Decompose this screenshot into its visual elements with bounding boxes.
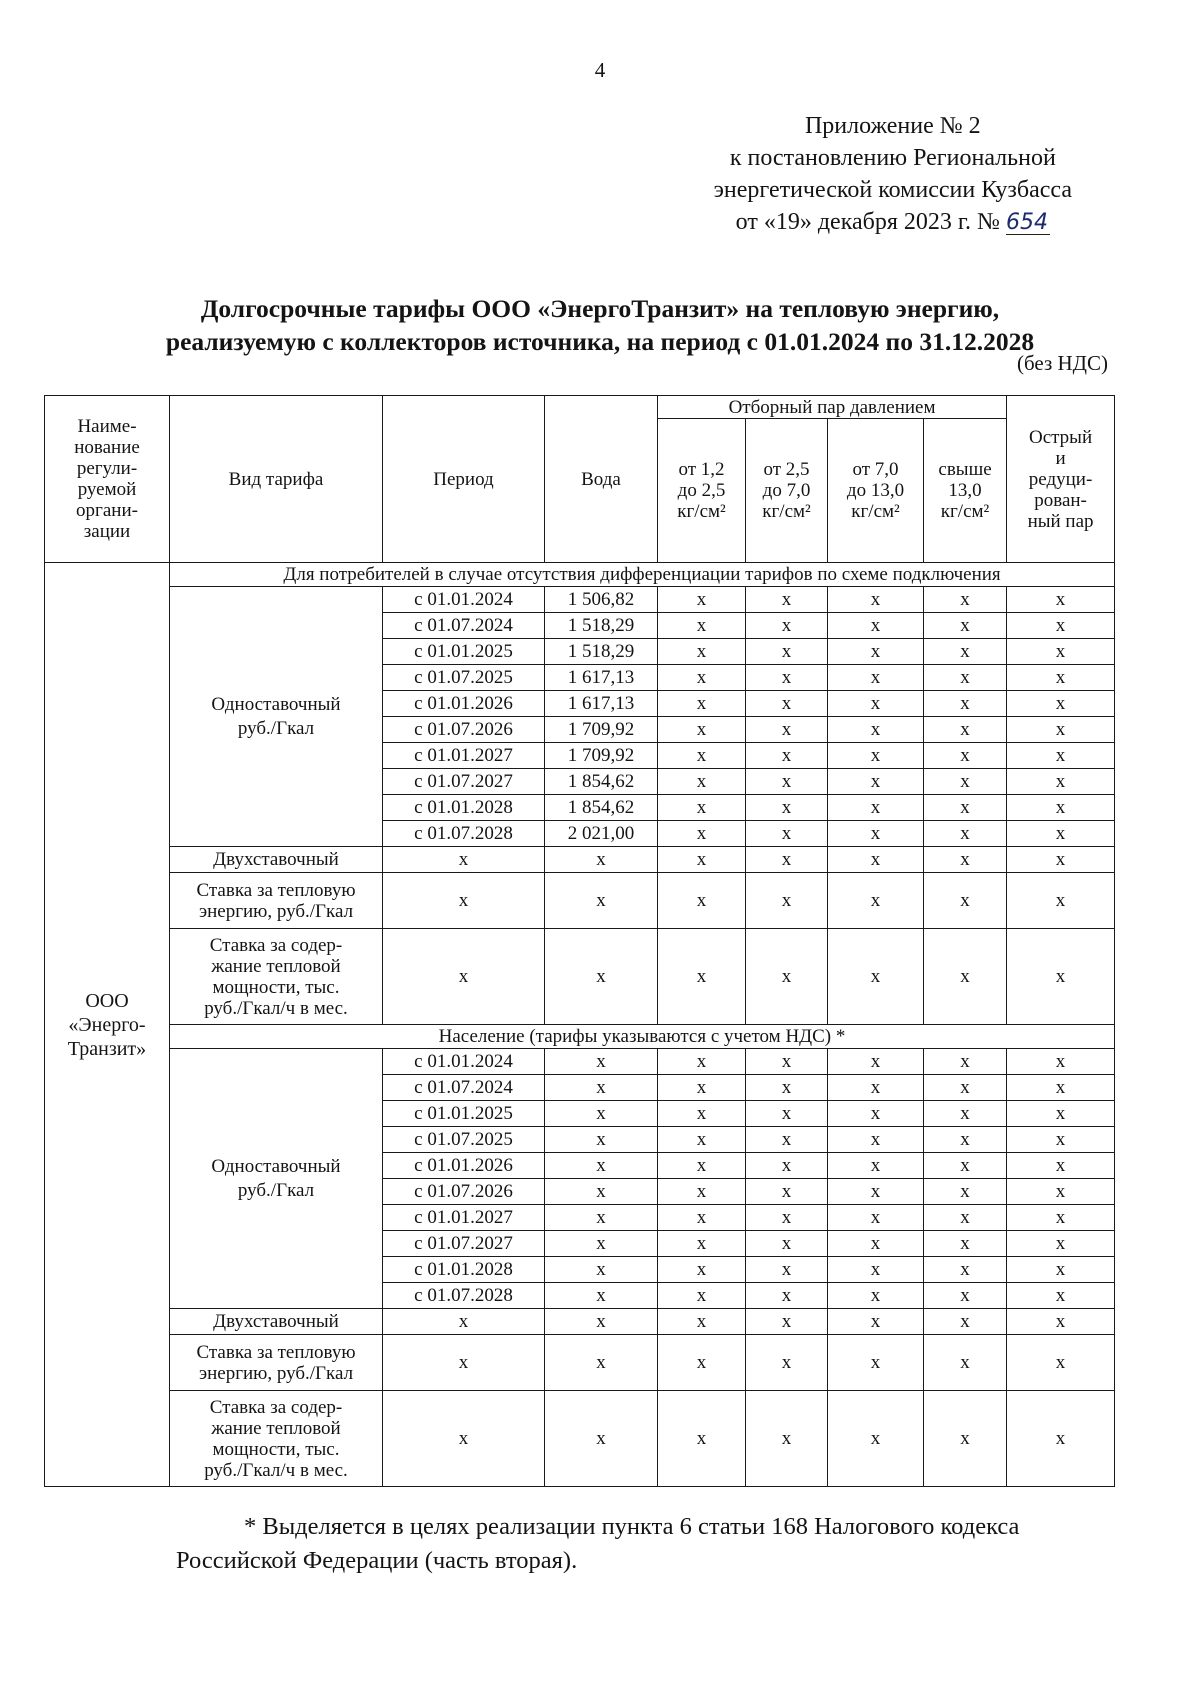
mark-cell: x xyxy=(828,665,924,691)
mark-cell: x xyxy=(746,1205,828,1231)
section-title-row xyxy=(45,1025,1115,1049)
mark-cell: x xyxy=(1007,665,1115,691)
annex-date: от «19» декабря 2023 г. № xyxy=(735,209,1000,235)
period-cell: с 01.07.2027 xyxy=(383,769,545,795)
mark-cell: x xyxy=(924,743,1007,769)
mark-cell: x xyxy=(545,1391,658,1487)
page-number: 4 xyxy=(594,58,606,82)
mark-cell: x xyxy=(828,743,924,769)
water-cell: 1 617,13 xyxy=(545,665,658,691)
period-cell: с 01.01.2028 xyxy=(383,795,545,821)
annex-header xyxy=(714,110,1072,238)
mark-cell: x xyxy=(746,1075,828,1101)
period-cell: с 01.01.2024 xyxy=(383,587,545,613)
mark-cell: x xyxy=(924,847,1007,873)
table-body xyxy=(45,563,1115,1487)
mark-cell: x xyxy=(1007,717,1115,743)
header-steam-2: от 2,5 до 7,0 кг/см² xyxy=(746,419,828,563)
water-cell: x xyxy=(545,1231,658,1257)
capacity-rate-row xyxy=(45,929,1115,1025)
single-rate-label: Одноставочный руб./Гкал xyxy=(170,587,383,847)
mark-cell: x xyxy=(1007,613,1115,639)
water-cell: 1 506,82 xyxy=(545,587,658,613)
mark-cell: x xyxy=(658,717,746,743)
mark-cell: x xyxy=(924,1101,1007,1127)
mark-cell: x xyxy=(383,929,545,1025)
header-steam-1: от 1,2 до 2,5 кг/см² xyxy=(658,419,746,563)
mark-cell: x xyxy=(658,587,746,613)
mark-cell: x xyxy=(828,1309,924,1335)
period-cell: с 01.07.2026 xyxy=(383,717,545,743)
water-cell: 1 518,29 xyxy=(545,639,658,665)
mark-cell: x xyxy=(746,873,828,929)
mark-cell: x xyxy=(828,691,924,717)
water-cell: x xyxy=(545,1179,658,1205)
mark-cell: x xyxy=(746,769,828,795)
mark-cell: x xyxy=(746,613,828,639)
mark-cell: x xyxy=(658,847,746,873)
mark-cell: x xyxy=(746,1257,828,1283)
mark-cell: x xyxy=(1007,1101,1115,1127)
section-title: Для потребителей в случае отсутствия дифференциации тарифов по схеме подключения xyxy=(170,563,1115,587)
table-row xyxy=(45,587,1115,613)
mark-cell: x xyxy=(1007,929,1115,1025)
capacity-rate-label: Ставка за содер- жание тепловой мощности, тыс. руб./Гкал/ч в мес. xyxy=(170,929,383,1025)
mark-cell: x xyxy=(924,613,1007,639)
water-cell: 1 617,13 xyxy=(545,691,658,717)
mark-cell: x xyxy=(828,1075,924,1101)
header-steam-group: Отборный пар давлением xyxy=(658,396,1007,419)
mark-cell: x xyxy=(1007,1231,1115,1257)
mark-cell: x xyxy=(1007,1391,1115,1487)
mark-cell: x xyxy=(658,1257,746,1283)
mark-cell: x xyxy=(1007,795,1115,821)
mark-cell: x xyxy=(1007,1075,1115,1101)
mark-cell: x xyxy=(924,691,1007,717)
water-cell: x xyxy=(545,1283,658,1309)
period-cell: с 01.01.2025 xyxy=(383,1101,545,1127)
mark-cell: x xyxy=(828,1101,924,1127)
mark-cell: x xyxy=(658,769,746,795)
mark-cell: x xyxy=(658,1049,746,1075)
mark-cell: x xyxy=(1007,587,1115,613)
mark-cell: x xyxy=(924,1075,1007,1101)
water-cell: 2 021,00 xyxy=(545,821,658,847)
two-rate-label: Двухставочный xyxy=(170,847,383,873)
mark-cell: x xyxy=(1007,743,1115,769)
mark-cell: x xyxy=(924,717,1007,743)
mark-cell: x xyxy=(828,1231,924,1257)
mark-cell: x xyxy=(924,1231,1007,1257)
table-row xyxy=(45,1049,1115,1075)
period-cell: с 01.07.2028 xyxy=(383,1283,545,1309)
mark-cell: x xyxy=(658,639,746,665)
header-org: Наиме- нование регули- руемой органи- зации xyxy=(45,396,170,563)
mark-cell: x xyxy=(746,1309,828,1335)
mark-cell: x xyxy=(828,873,924,929)
tariff-table xyxy=(44,395,1115,1487)
mark-cell: x xyxy=(924,1309,1007,1335)
water-cell: x xyxy=(545,1127,658,1153)
mark-cell: x xyxy=(924,1257,1007,1283)
mark-cell: x xyxy=(828,613,924,639)
mark-cell: x xyxy=(828,587,924,613)
mark-cell: x xyxy=(1007,1049,1115,1075)
heat-rate-row xyxy=(45,873,1115,929)
mark-cell: x xyxy=(658,665,746,691)
mark-cell: x xyxy=(828,795,924,821)
mark-cell: x xyxy=(383,1309,545,1335)
mark-cell: x xyxy=(545,1309,658,1335)
annex-line-resolution: к постановлению Региональной xyxy=(729,145,1056,171)
header-water: Вода xyxy=(545,396,658,563)
two-rate-row xyxy=(45,847,1115,873)
mark-cell: x xyxy=(1007,1127,1115,1153)
mark-cell: x xyxy=(383,1335,545,1391)
period-cell: с 01.07.2028 xyxy=(383,821,545,847)
mark-cell: x xyxy=(1007,1153,1115,1179)
footnote: * Выделяется в целях реализации пункта 6 статьи 168 Налогового кодекса Российской Федерации (часть вторая). xyxy=(176,1513,1020,1574)
mark-cell: x xyxy=(828,1153,924,1179)
mark-cell: x xyxy=(658,691,746,717)
mark-cell: x xyxy=(1007,873,1115,929)
period-cell: с 01.07.2025 xyxy=(383,1127,545,1153)
capacity-rate-label: Ставка за содер- жание тепловой мощности, тыс. руб./Гкал/ч в мес. xyxy=(170,1391,383,1487)
two-rate-label: Двухставочный xyxy=(170,1309,383,1335)
mark-cell: x xyxy=(658,873,746,929)
mark-cell: x xyxy=(924,1335,1007,1391)
mark-cell: x xyxy=(658,821,746,847)
mark-cell: x xyxy=(924,873,1007,929)
mark-cell: x xyxy=(746,743,828,769)
period-cell: с 01.07.2026 xyxy=(383,1179,545,1205)
mark-cell: x xyxy=(828,769,924,795)
mark-cell: x xyxy=(383,873,545,929)
annex-line-commission: энергетической комиссии Кузбасса xyxy=(713,177,1072,203)
water-cell: 1 518,29 xyxy=(545,613,658,639)
mark-cell: x xyxy=(828,1335,924,1391)
document-title-line-2: реализуемую с коллекторов источника, на период с 01.01.2024 по 31.12.2028 xyxy=(165,327,1035,356)
header-period: Период xyxy=(383,396,545,563)
mark-cell: x xyxy=(658,929,746,1025)
mark-cell: x xyxy=(828,847,924,873)
header-steam-4: свыше 13,0 кг/см² xyxy=(924,419,1007,563)
header-sharp-steam: Острый и редуци- рован- ный пар xyxy=(1007,396,1115,563)
period-cell: с 01.07.2024 xyxy=(383,613,545,639)
period-cell: с 01.01.2026 xyxy=(383,1153,545,1179)
water-cell: x xyxy=(545,1049,658,1075)
mark-cell: x xyxy=(1007,769,1115,795)
water-cell: x xyxy=(545,1257,658,1283)
mark-cell: x xyxy=(746,929,828,1025)
header-steam-3: от 7,0 до 13,0 кг/см² xyxy=(828,419,924,563)
period-cell: с 01.01.2027 xyxy=(383,1205,545,1231)
mark-cell: x xyxy=(658,1283,746,1309)
org-name: ООО «Энерго- Транзит» xyxy=(45,563,170,1487)
period-cell: с 01.01.2027 xyxy=(383,743,545,769)
mark-cell: x xyxy=(746,587,828,613)
mark-cell: x xyxy=(828,1391,924,1487)
mark-cell: x xyxy=(658,1309,746,1335)
mark-cell: x xyxy=(746,1101,828,1127)
mark-cell: x xyxy=(828,1127,924,1153)
mark-cell: x xyxy=(1007,1283,1115,1309)
document-title xyxy=(100,292,1100,358)
mark-cell: x xyxy=(658,1153,746,1179)
period-cell: с 01.07.2027 xyxy=(383,1231,545,1257)
header-tariff-type: Вид тарифа xyxy=(170,396,383,563)
mark-cell: x xyxy=(924,1391,1007,1487)
period-cell: с 01.01.2024 xyxy=(383,1049,545,1075)
period-cell: с 01.01.2028 xyxy=(383,1257,545,1283)
mark-cell: x xyxy=(924,665,1007,691)
mark-cell: x xyxy=(924,1179,1007,1205)
mark-cell: x xyxy=(1007,1335,1115,1391)
heat-rate-row xyxy=(45,1335,1115,1391)
mark-cell: x xyxy=(658,1231,746,1257)
mark-cell: x xyxy=(658,1335,746,1391)
mark-cell: x xyxy=(545,847,658,873)
mark-cell: x xyxy=(658,1075,746,1101)
mark-cell: x xyxy=(924,1049,1007,1075)
header-row xyxy=(45,396,1115,419)
mark-cell: x xyxy=(1007,639,1115,665)
mark-cell: x xyxy=(746,665,828,691)
period-cell: с 01.01.2026 xyxy=(383,691,545,717)
mark-cell: x xyxy=(924,639,1007,665)
mark-cell: x xyxy=(924,795,1007,821)
mark-cell: x xyxy=(1007,691,1115,717)
mark-cell: x xyxy=(746,1335,828,1391)
mark-cell: x xyxy=(746,1231,828,1257)
section-title: Население (тарифы указываются с учетом НДС) * xyxy=(170,1025,1115,1049)
vat-note: (без НДС) xyxy=(1016,351,1108,375)
mark-cell: x xyxy=(924,1153,1007,1179)
mark-cell: x xyxy=(658,743,746,769)
mark-cell: x xyxy=(828,1205,924,1231)
mark-cell: x xyxy=(658,1391,746,1487)
mark-cell: x xyxy=(828,1049,924,1075)
mark-cell: x xyxy=(545,873,658,929)
mark-cell: x xyxy=(658,1101,746,1127)
mark-cell: x xyxy=(746,1153,828,1179)
mark-cell: x xyxy=(746,639,828,665)
mark-cell: x xyxy=(746,1283,828,1309)
water-cell: 1 709,92 xyxy=(545,717,658,743)
mark-cell: x xyxy=(924,821,1007,847)
mark-cell: x xyxy=(746,847,828,873)
mark-cell: x xyxy=(383,1391,545,1487)
mark-cell: x xyxy=(746,1127,828,1153)
mark-cell: x xyxy=(746,795,828,821)
mark-cell: x xyxy=(746,1391,828,1487)
water-cell: x xyxy=(545,1153,658,1179)
capacity-rate-row xyxy=(45,1391,1115,1487)
mark-cell: x xyxy=(545,1335,658,1391)
document-title-line-1: Долгосрочные тарифы ООО «ЭнергоТранзит» на тепловую энергию, xyxy=(200,294,1000,323)
annex-date-line xyxy=(714,206,1072,238)
mark-cell: x xyxy=(828,639,924,665)
two-rate-row xyxy=(45,1309,1115,1335)
mark-cell: x xyxy=(924,1283,1007,1309)
mark-cell: x xyxy=(1007,1179,1115,1205)
mark-cell: x xyxy=(924,1205,1007,1231)
heat-rate-label: Ставка за тепловую энергию, руб./Гкал xyxy=(170,1335,383,1391)
mark-cell: x xyxy=(383,847,545,873)
mark-cell: x xyxy=(1007,1309,1115,1335)
mark-cell: x xyxy=(746,691,828,717)
water-cell: 1 854,62 xyxy=(545,769,658,795)
section-title-row xyxy=(45,563,1115,587)
mark-cell: x xyxy=(828,929,924,1025)
single-rate-label: Одноставочный руб./Гкал xyxy=(170,1049,383,1309)
mark-cell: x xyxy=(828,1283,924,1309)
mark-cell: x xyxy=(924,587,1007,613)
mark-cell: x xyxy=(658,1179,746,1205)
mark-cell: x xyxy=(746,717,828,743)
handwritten-order-number: 654 xyxy=(1005,210,1048,235)
mark-cell: x xyxy=(658,1127,746,1153)
mark-cell: x xyxy=(924,929,1007,1025)
mark-cell: x xyxy=(828,821,924,847)
mark-cell: x xyxy=(924,769,1007,795)
mark-cell: x xyxy=(746,1179,828,1205)
heat-rate-label: Ставка за тепловую энергию, руб./Гкал xyxy=(170,873,383,929)
mark-cell: x xyxy=(828,1257,924,1283)
water-cell: x xyxy=(545,1205,658,1231)
period-cell: с 01.07.2024 xyxy=(383,1075,545,1101)
water-cell: 1 854,62 xyxy=(545,795,658,821)
mark-cell: x xyxy=(545,929,658,1025)
mark-cell: x xyxy=(828,1179,924,1205)
period-cell: с 01.01.2025 xyxy=(383,639,545,665)
water-cell: x xyxy=(545,1101,658,1127)
mark-cell: x xyxy=(828,717,924,743)
mark-cell: x xyxy=(746,1049,828,1075)
mark-cell: x xyxy=(658,795,746,821)
mark-cell: x xyxy=(1007,1257,1115,1283)
mark-cell: x xyxy=(1007,847,1115,873)
mark-cell: x xyxy=(1007,1205,1115,1231)
water-cell: x xyxy=(545,1075,658,1101)
period-cell: с 01.07.2025 xyxy=(383,665,545,691)
mark-cell: x xyxy=(746,821,828,847)
water-cell: 1 709,92 xyxy=(545,743,658,769)
mark-cell: x xyxy=(658,1205,746,1231)
mark-cell: x xyxy=(924,1127,1007,1153)
mark-cell: x xyxy=(658,613,746,639)
mark-cell: x xyxy=(1007,821,1115,847)
annex-title: Приложение № 2 xyxy=(804,113,981,139)
